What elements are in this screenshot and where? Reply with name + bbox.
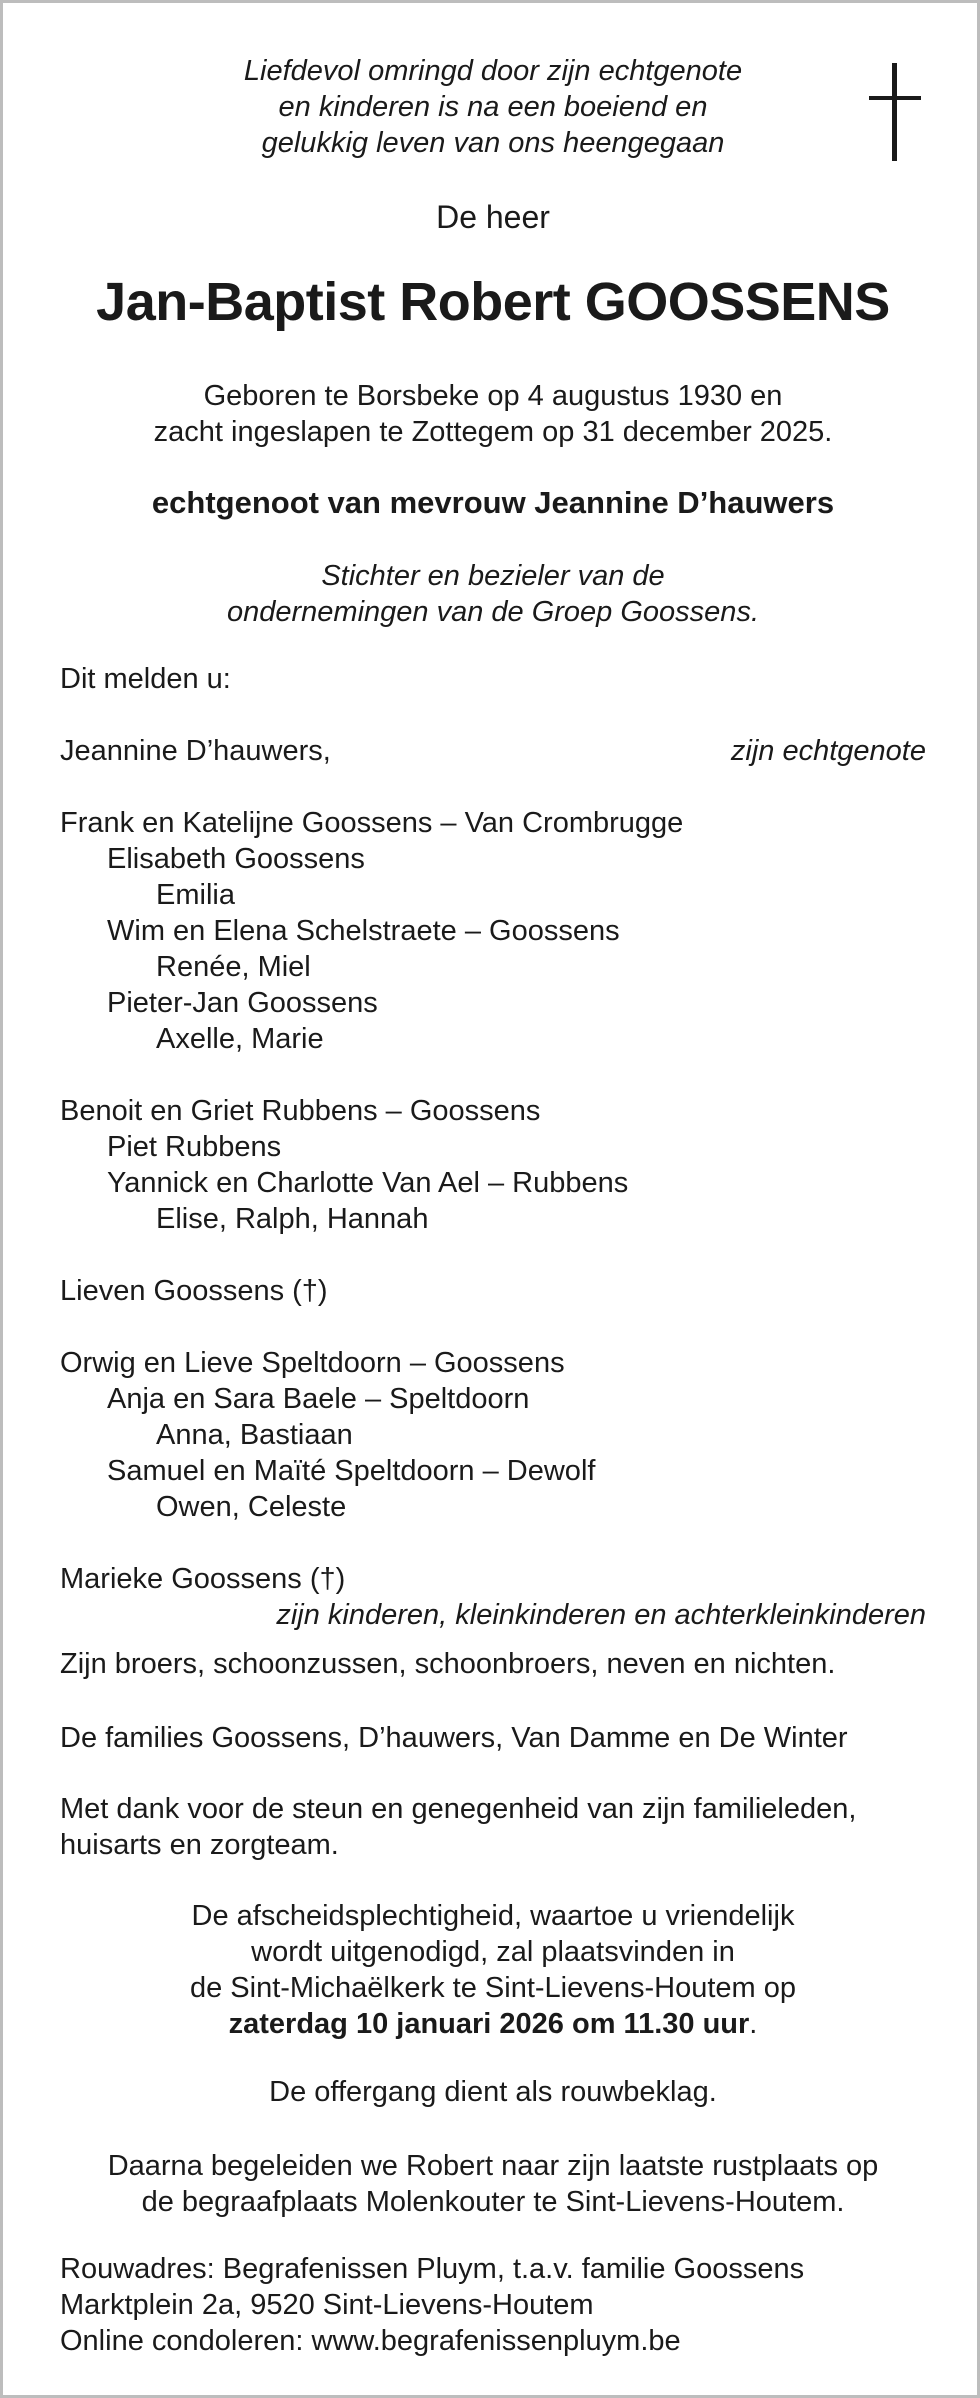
child-name: Piet Rubbens: [107, 1131, 282, 1163]
ceremony-line: wordt uitgenodigd, zal plaatsvinden in: [251, 1936, 735, 1968]
wife-row: [60, 733, 926, 769]
grandchildren: Owen, Celeste: [156, 1491, 347, 1523]
founder-line: ondernemingen van de Groep Goossens.: [226, 596, 759, 628]
family-head: Orwig en Lieve Speltdoorn – Goossens: [60, 1347, 565, 1379]
founder-text: [3, 558, 980, 630]
burial-info: [3, 2148, 980, 2220]
founder-line: Stichter en bezieler van de: [321, 560, 665, 592]
contact-street: Marktplein 2a, 9520 Sint-Lievens-Houtem: [60, 2289, 594, 2321]
child-name: Yannick en Charlotte Van Ael – Rubbens: [107, 1167, 629, 1199]
ceremony-date-line: [3, 2006, 980, 2042]
child-name: Elisabeth Goossens: [107, 843, 365, 875]
child-name: Anja en Sara Baele – Speltdoorn: [107, 1383, 530, 1415]
contact-website: Online condoleren: www.begrafenissenpluym.be: [60, 2325, 681, 2357]
ceremony-info: [3, 1898, 980, 2042]
intro-text: [3, 53, 980, 161]
announce-line: Dit melden u:: [60, 663, 231, 695]
intro-line: en kinderen is na een boeiend en: [278, 91, 708, 123]
thanks-section: [60, 1791, 926, 1863]
wife-role: zijn echtgenote: [730, 735, 926, 767]
death-line: zacht ingeslapen te Zottegem op 31 december 2025.: [153, 416, 833, 448]
family-head: Lieven Goossens (†): [60, 1275, 328, 1307]
ceremony-line: de Sint-Michaëlkerk te Sint-Lievens-Houtem op: [189, 1972, 797, 2004]
contact-address: Rouwadres: Begrafenissen Pluym, t.a.v. familie Goossens: [60, 2253, 805, 2285]
ceremony-date-suffix: .: [749, 2008, 758, 2040]
spouse-line: echtgenoot van mevrouw Jeannine D’hauwers: [151, 485, 835, 520]
ceremony-date: zaterdag 10 januari 2026 om 11.30 uur: [228, 2008, 750, 2040]
children-role: zijn kinderen, kleinkinderen en achterkleinkinderen: [276, 1599, 926, 1631]
families-line: De families Goossens, D’hauwers, Van Damme en De Winter: [60, 1722, 848, 1754]
grandchildren: Emilia: [156, 879, 235, 911]
offering-line: De offergang dient als rouwbeklag.: [269, 2076, 717, 2108]
thanks-line: Met dank voor de steun en genegenheid van zijn familieleden,: [60, 1793, 857, 1825]
cross-icon: [865, 63, 925, 163]
families-section: [60, 1720, 926, 1756]
siblings-line: Zijn broers, schoonzussen, schoonbroers, neven en nichten.: [60, 1648, 836, 1680]
intro-line: Liefdevol omringd door zijn echtgenote: [243, 55, 743, 87]
child-name: Wim en Elena Schelstraete – Goossens: [107, 915, 620, 947]
wife-name: Jeannine D’hauwers,: [60, 735, 331, 767]
child-name: Samuel en Maïté Speltdoorn – Dewolf: [107, 1455, 596, 1487]
burial-line: Daarna begeleiden we Robert naar zijn laatste rustplaats op: [107, 2150, 879, 2182]
family-list: [60, 661, 926, 1633]
family-head: Benoit en Griet Rubbens – Goossens: [60, 1095, 541, 1127]
title-prefix: De heer: [436, 199, 550, 235]
family-head: Frank en Katelijne Goossens – Van Crombrugge: [60, 807, 684, 839]
birth-line: Geboren te Borsbeke op 4 augustus 1930 en: [203, 380, 783, 412]
contact-info: [60, 2251, 926, 2359]
ceremony-line: De afscheidsplechtigheid, waartoe u vriendelijk: [191, 1900, 795, 1932]
family-head: Marieke Goossens (†): [60, 1563, 346, 1595]
burial-line: de begraafplaats Molenkouter te Sint-Lievens-Houtem.: [141, 2186, 845, 2218]
grandchildren: Axelle, Marie: [156, 1023, 324, 1055]
relatives-section: [60, 1646, 926, 1682]
thanks-line: huisarts en zorgteam.: [60, 1829, 339, 1861]
grandchildren: Anna, Bastiaan: [156, 1419, 353, 1451]
birth-death-info: [3, 378, 980, 450]
grandchildren: Renée, Miel: [156, 951, 311, 983]
deceased-name: Jan-Baptist Robert GOOSSENS: [96, 272, 890, 332]
child-name: Pieter-Jan Goossens: [107, 987, 378, 1019]
intro-line: gelukkig leven van ons heengegaan: [261, 127, 725, 159]
grandchildren: Elise, Ralph, Hannah: [156, 1203, 429, 1235]
